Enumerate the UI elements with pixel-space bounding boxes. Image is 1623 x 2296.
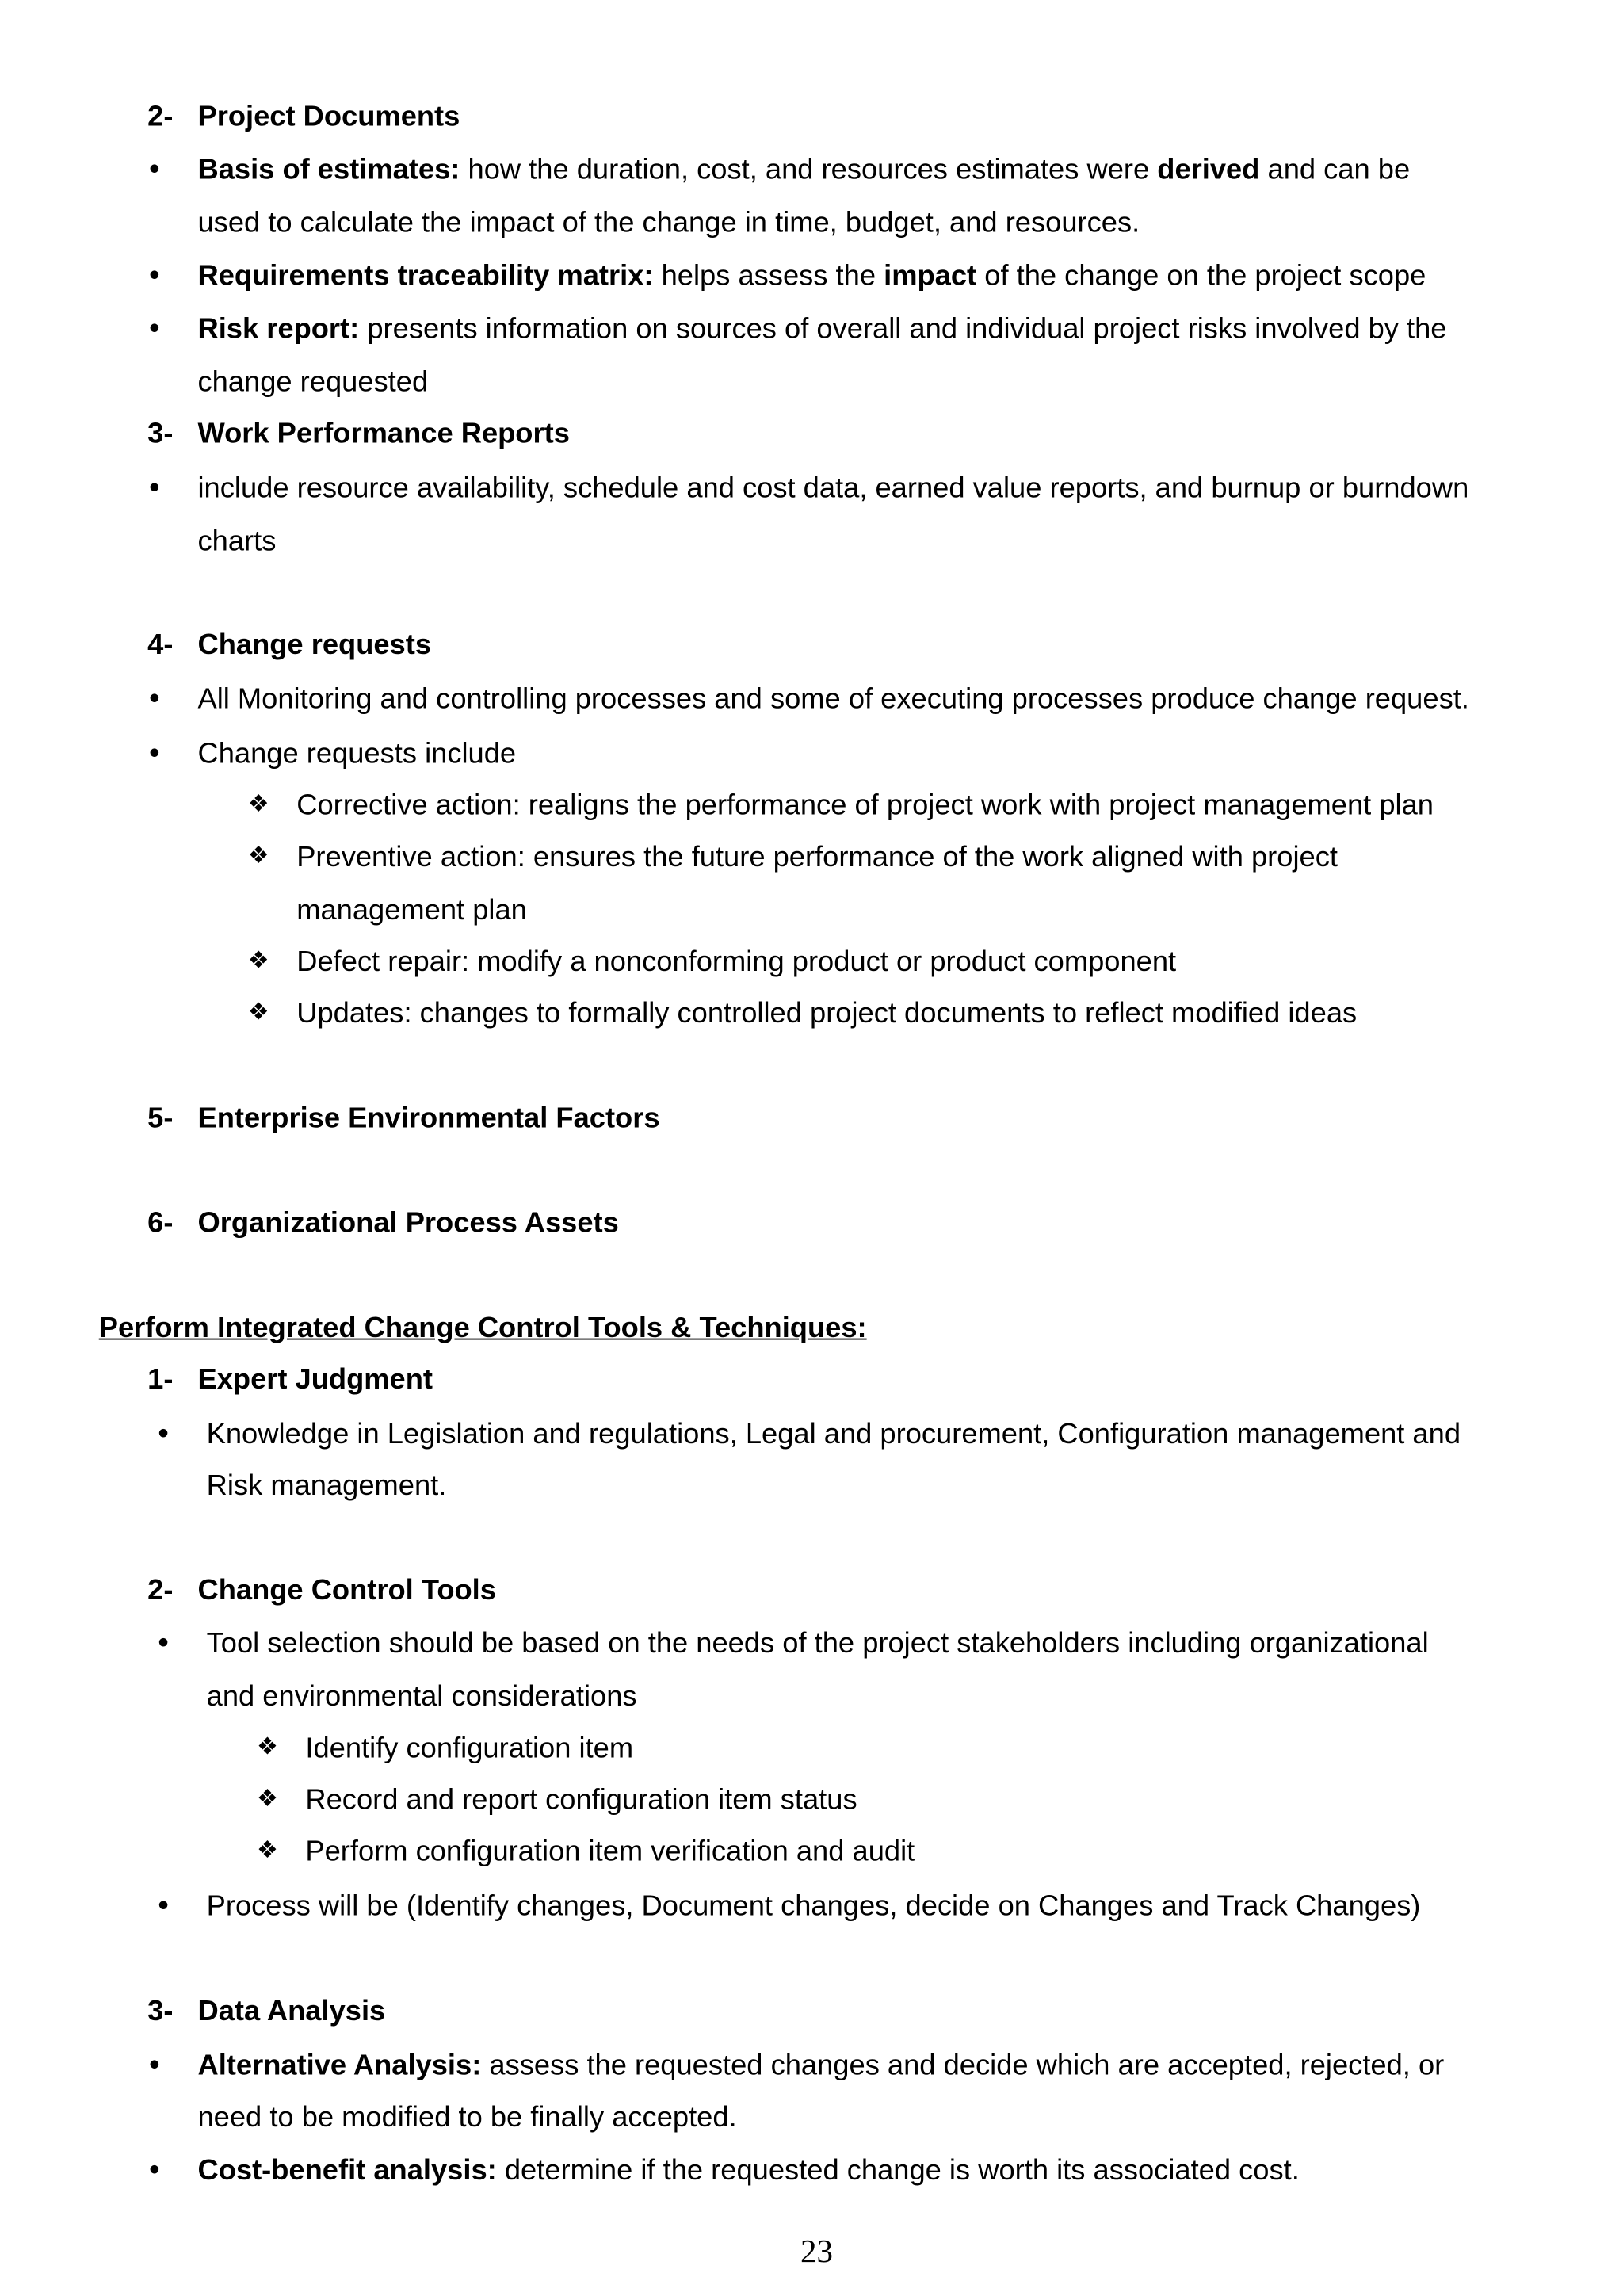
bullet-text-continuation: change requested: [197, 365, 429, 399]
item-number: 3-: [147, 417, 174, 450]
bullet-icon: •: [158, 1626, 169, 1660]
bullet-icon: •: [149, 311, 160, 346]
section-heading-organizational-process-assets: Organizational Process Assets: [197, 1206, 619, 1240]
bullet-text-continuation: and environmental considerations: [206, 1680, 637, 1713]
diamond-bullet-icon: ❖: [247, 792, 269, 818]
item-number: 3-: [147, 1995, 174, 2028]
section-heading-expert-judgment: Expert Judgment: [197, 1363, 433, 1396]
item-number: 1-: [147, 1363, 174, 1396]
item-number: 5-: [147, 1102, 174, 1135]
bullet-text-continuation: used to calculate the impact of the change in time, budget, and resources.: [197, 206, 1140, 239]
section-heading-change-control-tools: Change Control Tools: [197, 1574, 496, 1607]
bullet-text-cost-benefit: Cost-benefit analysis: determine if the requested change is worth its associated cost.: [197, 2154, 1300, 2187]
diamond-bullet-icon: ❖: [247, 949, 269, 974]
bullet-text-continuation: need to be modified to be finally accepted.: [197, 2101, 737, 2134]
diamond-bullet-icon: ❖: [247, 1000, 269, 1026]
diamond-bullet-icon: ❖: [247, 843, 269, 869]
sub-bullet-continuation: management plan: [296, 894, 527, 927]
bullet-text-basis-of-estimates: Basis of estimates: how the duration, cost, and resources estimates were derived and can be: [197, 153, 1411, 186]
bullet-text-change-requests-include: Change requests include: [197, 737, 517, 770]
item-number: 6-: [147, 1206, 174, 1240]
sub-bullet-identify-configuration-item: Identify configuration item: [305, 1732, 634, 1765]
sub-bullet-preventive-action: Preventive action: ensures the future performance of the work aligned with project: [296, 841, 1338, 874]
bullet-text-continuation: charts: [197, 525, 277, 558]
bullet-icon: •: [158, 1889, 169, 1923]
sub-bullet-corrective-action: Corrective action: realigns the performance of project work with project management plan: [296, 789, 1434, 823]
section-heading-project-documents: Project Documents: [197, 100, 460, 133]
sub-bullet-defect-repair: Defect repair: modify a nonconforming product or product component: [296, 946, 1177, 979]
bullet-text-alternative-analysis: Alternative Analysis: assess the requested changes and decide which are accepted, rejected, or: [197, 2050, 1445, 2082]
bullet-text-resource-availability: include resource availability, schedule and cost data, earned value reports, and burnup or burndown: [197, 472, 1469, 505]
bullet-icon: •: [149, 151, 160, 186]
item-number: 4-: [147, 628, 174, 662]
bullet-text-traceability-matrix: Requirements traceability matrix: helps assess the impact of the change on the project scope: [197, 259, 1426, 292]
bullet-text-risk-report: Risk report: presents information on sources of overall and individual project risks involved by the: [197, 312, 1447, 346]
sub-bullet-verification-audit: Perform configuration item verification and audit: [305, 1836, 915, 1869]
section-heading-work-performance-reports: Work Performance Reports: [197, 417, 570, 450]
bullet-icon: •: [158, 1416, 169, 1451]
bullet-text-process: Process will be (Identify changes, Document changes, decide on Changes and Track Changes): [206, 1889, 1421, 1923]
page-number: 23: [800, 2232, 833, 2270]
item-number: 2-: [147, 1574, 174, 1607]
bullet-icon: •: [149, 258, 160, 292]
bullet-icon: •: [149, 2153, 160, 2187]
section-heading-enterprise-environmental-factors: Enterprise Environmental Factors: [197, 1102, 660, 1135]
bullet-text-tool-selection: Tool selection should be based on the needs of the project stakeholders including organizational: [206, 1627, 1429, 1660]
sub-bullet-updates: Updates: changes to formally controlled project documents to reflect modified ideas: [296, 997, 1358, 1030]
bullet-icon: •: [149, 682, 160, 716]
section-heading-change-requests: Change requests: [197, 628, 432, 662]
diamond-bullet-icon: ❖: [256, 1735, 278, 1761]
bullet-text-monitoring-controlling: All Monitoring and controlling processes and some of executing processes produce change request.: [197, 683, 1469, 716]
sub-bullet-record-report-status: Record and report configuration item status: [305, 1783, 857, 1817]
diamond-bullet-icon: ❖: [256, 1838, 278, 1864]
section-heading-data-analysis: Data Analysis: [197, 1995, 386, 2028]
bullet-icon: •: [149, 736, 160, 770]
diamond-bullet-icon: ❖: [256, 1786, 278, 1813]
bullet-icon: •: [149, 470, 160, 505]
bullet-text-knowledge: Knowledge in Legislation and regulations, Legal and procurement, Configuration management and: [206, 1418, 1461, 1451]
bullet-icon: •: [149, 2048, 160, 2082]
item-number: 2-: [147, 100, 174, 133]
section-title-tools-techniques: Perform Integrated Change Control Tools & Techniques:: [98, 1312, 867, 1345]
bullet-text-continuation: Risk management.: [206, 1469, 447, 1503]
